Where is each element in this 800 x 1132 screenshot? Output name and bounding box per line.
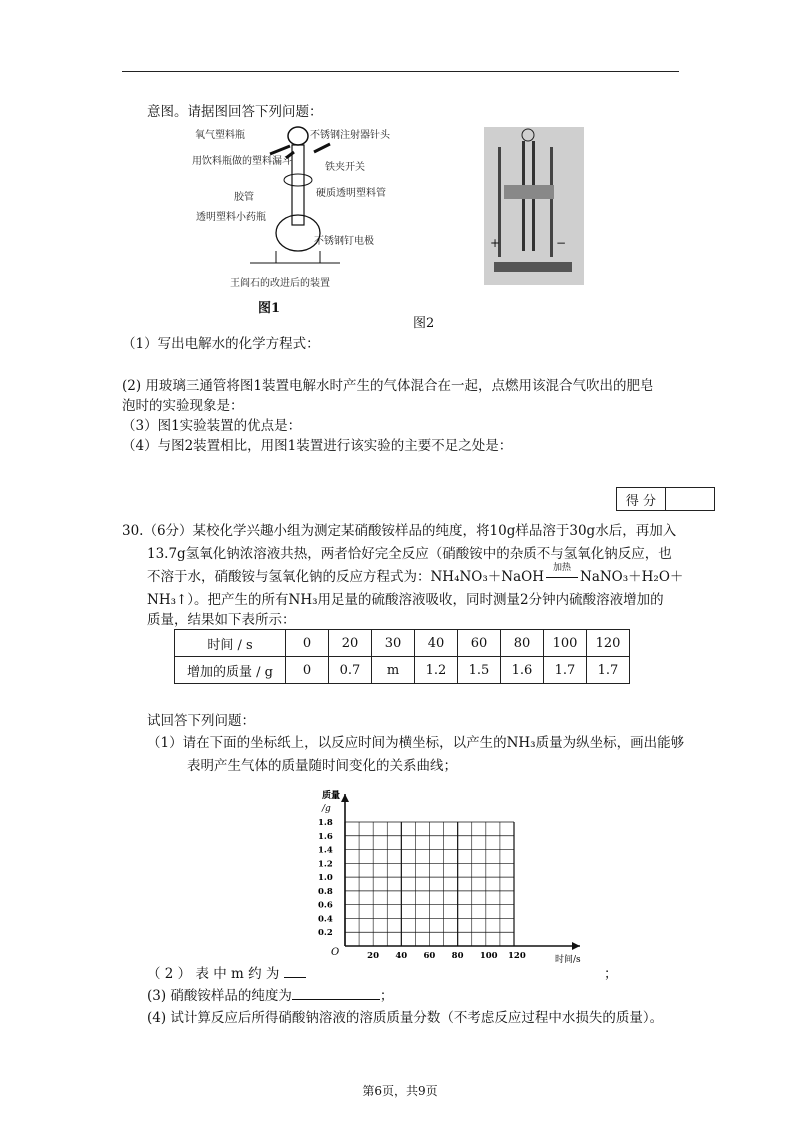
y-tick-label: 1.0 xyxy=(318,873,333,884)
table-cell: 120 xyxy=(587,630,630,657)
equation-right: NaNO₃＋H₂O＋ xyxy=(580,569,684,585)
table-cell: 80 xyxy=(501,630,544,657)
x-axis-label: 时间/s xyxy=(555,955,581,965)
score-label: 得 分 xyxy=(617,488,666,511)
fig1-label-6: 透明塑料小药瓶 xyxy=(196,212,266,223)
header-rule xyxy=(122,71,679,72)
table-cell: 1.2 xyxy=(415,657,458,684)
question-1: （1）写出电解水的化学方程式： xyxy=(122,336,320,352)
x-tick-label: 100 xyxy=(479,951,498,961)
sub-question-2-prefix: （ 2 ） 表 中 m 约 为 xyxy=(147,966,280,982)
sub-question-1-line2: 表明产生气体的质量随时间变化的关系曲线； xyxy=(187,758,457,774)
fig1-label-7: 不锈钢钉电极 xyxy=(314,236,374,247)
y-tick-label: 1.2 xyxy=(318,859,333,870)
table-row xyxy=(175,657,630,684)
table-cell: 1.6 xyxy=(501,657,544,684)
sub-question-2-suffix: ； xyxy=(604,966,618,982)
problem-30-line5: 质量，结果如下表所示： xyxy=(147,612,296,628)
table-header-mass: 增加的质量 / g xyxy=(175,657,286,684)
fig1-caption: 图1 xyxy=(258,301,281,316)
sub-question-3-prefix: (3) 硝酸铵样品的纯度为 xyxy=(147,988,292,1004)
fig1-label-4: 胶管 xyxy=(234,192,254,203)
sub-question-1-line1: （1）请在下面的坐标纸上，以反应时间为横坐标，以产生的NH₃质量为纵坐标，画出能够 xyxy=(147,735,685,751)
score-blank[interactable] xyxy=(666,488,715,511)
table-cell: 40 xyxy=(415,630,458,657)
table-header-time: 时间 / s xyxy=(175,630,286,657)
fig2-caption: 图2 xyxy=(413,316,435,331)
y-tick-label: 0.2 xyxy=(318,928,333,939)
x-tick-label: 120 xyxy=(508,951,526,961)
question-2-line2: 泡时的实验现象是： xyxy=(122,398,244,414)
fig1-label-8: 王阎石的改进后的装置 xyxy=(230,278,330,289)
answer-intro: 试回答下列问题： xyxy=(147,713,255,729)
table-cell: 100 xyxy=(544,630,587,657)
table-cell: 30 xyxy=(372,630,415,657)
y-tick-label: 1.8 xyxy=(318,818,333,828)
sub-question-3 xyxy=(147,984,393,1004)
x-tick-label: 80 xyxy=(451,951,464,961)
figure-2-photo xyxy=(484,127,584,285)
x-tick-label: 40 xyxy=(395,951,408,961)
figure-1-apparatus xyxy=(190,118,390,294)
sub-question-2 xyxy=(147,962,306,982)
fig2-plus: + xyxy=(490,236,501,250)
y-tick-label: 0.6 xyxy=(318,900,333,911)
equation-left: 不溶于水，硝酸铵与氢氧化钠的反应方程式为：NH₄NO₃＋NaOH xyxy=(147,569,544,585)
page-footer: 第6页，共9页 xyxy=(362,1084,438,1098)
fig1-label-1: 不锈钢注射器针头 xyxy=(310,130,390,141)
question-2-line1: (2) 用玻璃三通管将图1装置电解水时产生的气体混合在一起，点燃用该混合气吹出的肥皂 xyxy=(122,378,654,394)
fig1-label-2: 用饮料瓶做的塑料漏斗 xyxy=(192,156,292,167)
y-tick-label: 1.6 xyxy=(318,831,333,842)
grid-lines xyxy=(341,794,580,950)
problem-30-line1: 30.（6分）某校化学兴趣小组为测定某硝酸铵样品的纯度，将10g样品溶于30g水后，再加入 xyxy=(122,523,677,539)
purity-answer-blank[interactable] xyxy=(292,999,380,1000)
question-4: （4）与图2装置相比，用图1装置进行该实验的主要不足之处是： xyxy=(122,438,513,454)
intro-text: 意图。请据图回答下列问题： xyxy=(147,104,323,120)
table-cell: 0 xyxy=(286,630,329,657)
x-tick-label: 60 xyxy=(423,951,436,961)
table-cell: 20 xyxy=(329,630,372,657)
y-tick-label: 0.4 xyxy=(318,914,333,925)
table-cell: 60 xyxy=(458,630,501,657)
fig1-label-5: 硬质透明塑料管 xyxy=(316,188,386,199)
heat-arrow-label: 加热 xyxy=(552,563,571,573)
y-axis-arrow xyxy=(341,794,349,802)
fig1-label-0: 氧气塑料瓶 xyxy=(195,130,245,141)
question-3: （3）图1实验装置的优点是： xyxy=(122,418,302,434)
table-cell: 1.5 xyxy=(458,657,501,684)
y-axis-label: 质量 xyxy=(322,791,341,801)
table-cell: 1.7 xyxy=(587,657,630,684)
origin-label: O xyxy=(331,947,340,958)
y-tick-label: 0.8 xyxy=(318,886,333,897)
fig1-label-3: 铁夹开关 xyxy=(325,162,365,173)
table-cell: 0 xyxy=(286,657,329,684)
coordinate-grid[interactable] xyxy=(300,784,590,972)
score-box xyxy=(616,487,715,511)
fig2-minus: − xyxy=(556,236,567,250)
problem-30-line3 xyxy=(147,565,683,585)
x-axis-arrow xyxy=(572,942,580,950)
table-row xyxy=(175,630,630,657)
sub-question-3-suffix: ； xyxy=(379,988,394,1004)
sub-question-4: (4) 试计算反应后所得硝酸钠溶液的溶质质量分数（不考虑反应过程中水损失的质量）。 xyxy=(147,1010,664,1026)
heat-arrow xyxy=(544,563,580,585)
y-tick-label: 1.4 xyxy=(318,845,333,856)
data-table xyxy=(174,629,630,684)
x-tick-label: 20 xyxy=(367,951,380,961)
y-axis-unit: /g xyxy=(322,804,331,814)
m-answer-blank[interactable] xyxy=(284,977,306,978)
table-cell: 1.7 xyxy=(544,657,587,684)
table-cell: 0.7 xyxy=(329,657,372,684)
table-cell: m xyxy=(372,657,415,684)
problem-30-line2: 13.7g氢氧化钠浓溶液共热，两者恰好完全反应（硝酸铵中的杂质不与氢氧化钠反应，也 xyxy=(147,546,672,562)
problem-30-line4: NH₃↑）。把产生的所有NH₃用足量的硫酸溶液吸收，同时测量2分钟内硫酸溶液增加的 xyxy=(147,592,664,608)
